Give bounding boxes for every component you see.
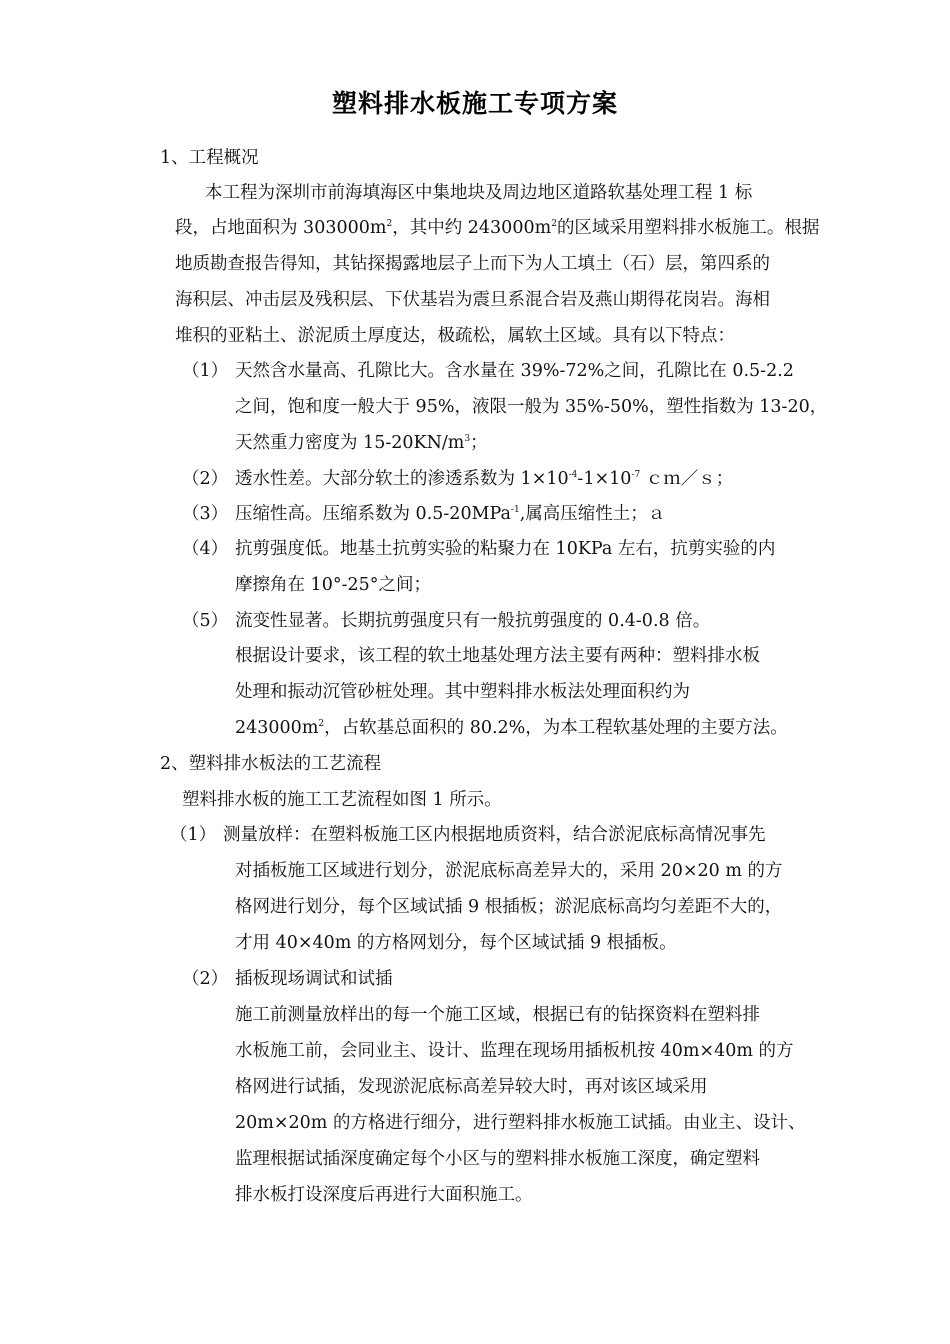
list-item-line: 水板施工前，会同业主、设计、监理在现场用插板机按 40m×40m 的方 [235, 1041, 794, 1061]
list-number: （4） [182, 539, 229, 559]
paragraph-line: 根据设计要求，该工程的软土地基处理方法主要有两种：塑料排水板 [235, 646, 760, 666]
section-1-heading: 1、工程概况 [160, 148, 259, 168]
list-item-line: 测量放样：在塑料板施工区内根据地质资料，结合淤泥底标高情况事先 [223, 825, 766, 845]
list-number: （5） [182, 611, 229, 631]
paragraph-line: 本工程为深圳市前海填海区中集地块及周边地区道路软基处理工程 1 标 [205, 183, 753, 203]
paragraph-line: 地质勘查报告得知，其钻探揭露地层子上而下为人工填土（石）层，第四系的 [175, 254, 770, 274]
list-item-line: 流变性显著。长期抗剪强度只有一般抗剪强度的 0.4-0.8 倍。 [235, 611, 711, 631]
list-item-line: 施工前测量放样出的每一个施工区域，根据已有的钻探资料在塑料排 [235, 1005, 760, 1025]
list-item-line: 压缩性高。压缩系数为 0.5-20MPa$^{-1}$,属高压缩性土；ａ [235, 504, 666, 524]
list-item-line: 对插板施工区域进行划分，淤泥底标高差异大的，采用 20×20 m 的方 [235, 861, 783, 881]
list-number: （2） [182, 969, 229, 989]
list-item-line: 20m×20m 的方格进行细分，进行塑料排水板施工试插。由业主、设计、 [235, 1113, 806, 1133]
section-2-heading: 2、塑料排水板法的工艺流程 [160, 754, 382, 774]
list-number: （3） [182, 504, 229, 524]
list-item-title: 插板现场调试和试插 [235, 969, 393, 989]
paragraph-line: 段，占地面积为 $303000m^2$，其中约 $243000m^2$的区域采用塑料排水板施工。根据 [175, 218, 820, 238]
list-number: （2） [182, 469, 229, 489]
paragraph-line: 堆积的亚粘土、淤泥质土厚度达，极疏松，属软土区域。具有以下特点： [175, 326, 735, 346]
paragraph-line: 塑料排水板的施工工艺流程如图 1 所示。 [182, 790, 502, 810]
list-item-line: 摩擦角在 10°-25°之间； [235, 575, 432, 595]
paragraph-line: $243000m^2$，占软基总面积的 80.2%，为本工程软基处理的主要方法。 [235, 718, 788, 738]
list-item-line: 透水性差。大部分软土的渗透系数为 $1\times 10^{-4}-1\times 10^{-7}$ ｃｍ／ｓ； [235, 469, 734, 489]
paragraph-line: 海积层、冲击层及残积层、下伏基岩为震旦系混合岩及燕山期得花岗岩。海相 [175, 290, 770, 310]
page-title: 塑料排水板施工专项方案 [331, 89, 618, 118]
list-number: （1） [182, 361, 229, 381]
list-item-line: 才用 40×40m 的方格网划分，每个区域试插 9 根插板。 [235, 933, 677, 953]
list-item-line: 格网进行划分，每个区域试插 9 根插板；淤泥底标高均匀差距不大的， [235, 897, 783, 917]
paragraph-line: 处理和振动沉管砂桩处理。其中塑料排水板法处理面积约为 [235, 682, 690, 702]
list-item-line: 监理根据试插深度确定每个小区与的塑料排水板施工深度，确定塑料 [235, 1149, 760, 1169]
list-number: （1） [170, 825, 217, 845]
list-item-line: 抗剪强度低。地基土抗剪实验的粘聚力在 10KPa 左右，抗剪实验的内 [235, 539, 776, 559]
list-item-line: 之间，饱和度一般大于 95%，液限一般为 35%-50%，塑性指数为 13-20， [235, 397, 828, 417]
list-item-line: 天然重力密度为 $15-20KN/m^3$； [235, 433, 488, 453]
list-item-line: 排水板打设深度后再进行大面积施工。 [235, 1185, 533, 1205]
list-item-line: 格网进行试插，发现淤泥底标高差异较大时，再对该区域采用 [235, 1077, 708, 1097]
list-item-line: 天然含水量高、孔隙比大。含水量在 39%-72%之间，孔隙比在 0.5-2.2 [235, 361, 794, 381]
